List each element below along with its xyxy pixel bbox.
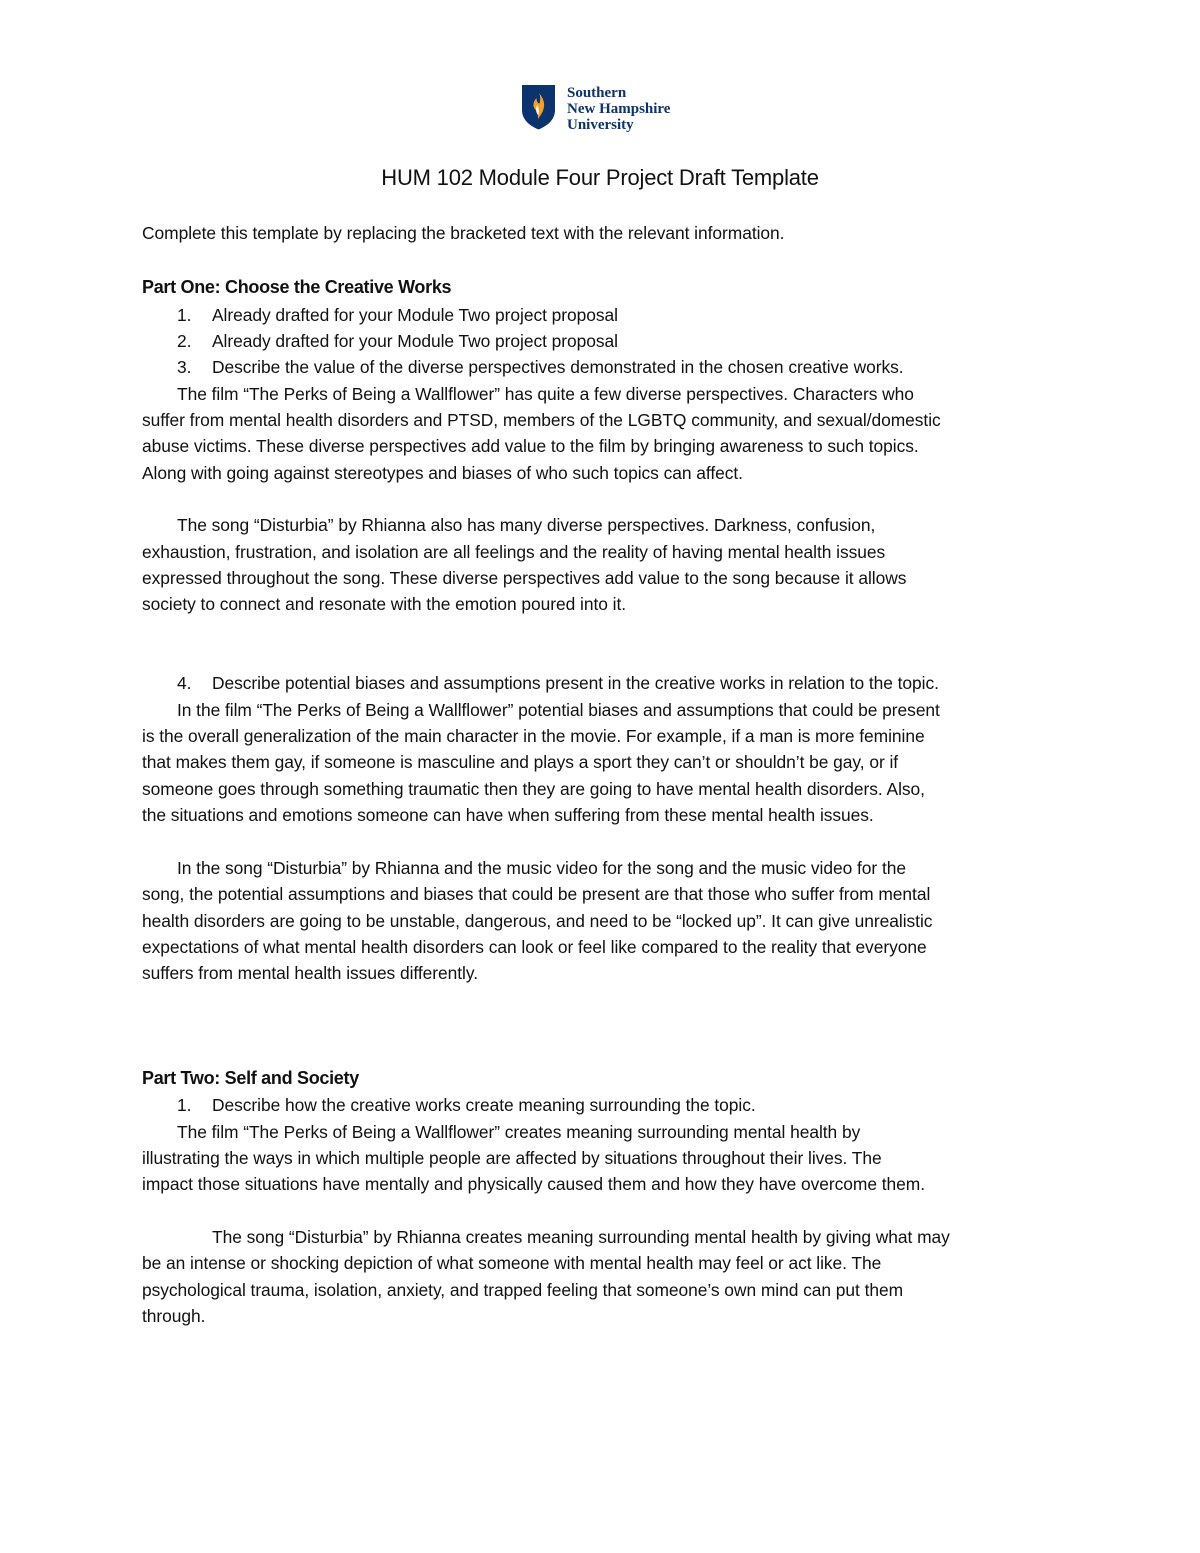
logo-line-1: Southern [567, 85, 627, 101]
part-two-heading: Part Two: Self and Society [142, 1068, 359, 1088]
paragraph-line: expectations of what mental health disorders can look or feel like compared to the reality that everyone [142, 937, 927, 957]
logo-line-2: New Hampshire [567, 101, 671, 117]
list-item-text: Describe potential biases and assumptions present in the creative works in relation to the topic. [212, 673, 939, 693]
list-number: 2. [177, 331, 192, 351]
list-item-text: Already drafted for your Module Two project proposal [212, 331, 618, 351]
paragraph-line: In the song “Disturbia” by Rhianna and the music video for the song and the music video for the [177, 858, 906, 878]
paragraph-line: The song “Disturbia” by Rhianna creates meaning surrounding mental health by giving what may [212, 1227, 950, 1247]
list-item-text: Describe the value of the diverse perspectives demonstrated in the chosen creative works. [212, 357, 904, 377]
paragraph-line: The film “The Perks of Being a Wallflower” has quite a few diverse perspectives. Characters who [177, 384, 914, 404]
list-item [177, 1092, 756, 1118]
paragraph-line: suffer from mental health disorders and PTSD, members of the LGBTQ community, and sexual/domestic [142, 410, 941, 430]
paragraph-line: the situations and emotions someone can have when suffering from these mental health issues. [142, 805, 874, 825]
list-item [177, 354, 904, 380]
logo-line-3: University [567, 117, 634, 133]
paragraph-line: is the overall generalization of the main character in the movie. For example, if a man is more feminine [142, 726, 925, 746]
list-item-text: Describe how the creative works create meaning surrounding the topic. [212, 1095, 756, 1115]
list-item [177, 670, 939, 696]
paragraph-line: that makes them gay, if someone is masculine and plays a sport they can’t or shouldn’t be gay, or if [142, 752, 899, 772]
list-number: 1. [177, 305, 192, 325]
list-number: 4. [177, 673, 192, 693]
paragraph-line: illustrating the ways in which multiple people are affected by situations throughout their lives. The [142, 1148, 882, 1168]
paragraph-line: through. [142, 1306, 206, 1326]
paragraph-line: In the film “The Perks of Being a Wallflower” potential biases and assumptions that could be present [177, 700, 940, 720]
paragraph-line: expressed throughout the song. These diverse perspectives add value to the song because it allows [142, 568, 907, 588]
paragraph-line: be an intense or shocking depiction of what someone with mental health may feel or act like. The [142, 1253, 882, 1273]
paragraph-line: psychological trauma, isolation, anxiety, and trapped feeling that someone’s own mind can put them [142, 1280, 904, 1300]
intro-text: Complete this template by replacing the bracketed text with the relevant information. [142, 223, 785, 243]
paragraph-line: impact those situations have mentally and physically caused them and how they have overcome them. [142, 1174, 925, 1194]
snhu-logo [521, 84, 670, 133]
paragraph-line: Along with going against stereotypes and biases of who such topics can affect. [142, 463, 743, 483]
flame-shield-icon [521, 84, 556, 130]
paragraph-line: song, the potential assumptions and biases that could be present are that those who suffer from mental [142, 884, 931, 904]
paragraph-line: abuse victims. These diverse perspectives add value to the film by bringing awareness to such topics. [142, 436, 919, 456]
list-item [177, 302, 618, 328]
paragraph-line: The film “The Perks of Being a Wallflower” creates meaning surrounding mental health by [177, 1122, 861, 1142]
part-one-heading: Part One: Choose the Creative Works [142, 277, 452, 297]
paragraph-line: someone goes through something traumatic then they are going to have mental health disorders. Also, [142, 779, 925, 799]
list-item [177, 328, 618, 354]
list-item-text: Already drafted for your Module Two project proposal [212, 305, 618, 325]
paragraph-line: health disorders are going to be unstable, dangerous, and need to be “locked up”. It can give unrealistic [142, 911, 933, 931]
list-number: 1. [177, 1095, 192, 1115]
list-number: 3. [177, 357, 192, 377]
paragraph-line: suffers from mental health issues differently. [142, 963, 479, 983]
paragraph-line: The song “Disturbia” by Rhianna also has many diverse perspectives. Darkness, confusion, [177, 515, 876, 535]
paragraph-line: exhaustion, frustration, and isolation are all feelings and the reality of having mental health issues [142, 542, 886, 562]
paragraph-line: society to connect and resonate with the emotion poured into it. [142, 594, 627, 614]
page-title: HUM 102 Module Four Project Draft Template [381, 165, 819, 190]
